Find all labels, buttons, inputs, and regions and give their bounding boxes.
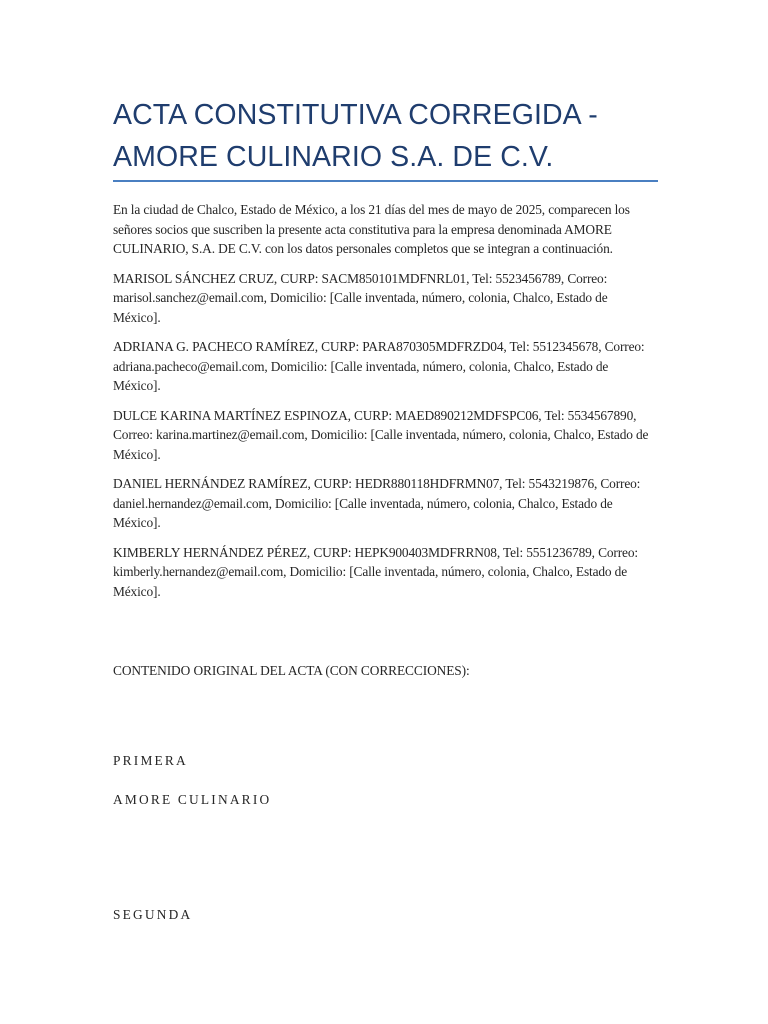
document-title	[113, 94, 658, 178]
title-line-2: AMORE CULINARIO S.A. DE C.V.	[113, 141, 554, 173]
partner-paragraph-kimberly: KIMBERLY HERNÁNDEZ PÉREZ, CURP: HEPK900403MDFRRN08, Tel: 5551236789, Correo: kimberly.hernandez@email.com, Domicilio: [Calle inventada, número, colonia, Chalco, Estado de México].	[113, 544, 638, 599]
content-heading: CONTENIDO ORIGINAL DEL ACTA (CON CORRECCIONES):	[113, 663, 470, 678]
clause-first-text: AMORE CULINARIO	[113, 792, 272, 807]
partner-paragraph-dulce: DULCE KARINA MARTÍNEZ ESPINOZA, CURP: MAED890212MDFSPC06, Tel: 5534567890, Correo: karina.martinez@email.com, Domicilio: [Calle inventada, número, colonia, Chalco, Estado de México].	[113, 407, 649, 462]
partner-paragraph-marisol: MARISOL SÁNCHEZ CRUZ, CURP: SACM850101MDFNRL01, Tel: 5523456789, Correo: marisol.sanchez@email.com, Domicilio: [Calle inventada, número, colonia, Chalco, Estado de México].	[113, 270, 608, 325]
title-line-1: ACTA CONSTITUTIVA CORREGIDA -	[113, 99, 598, 131]
document-body	[113, 200, 658, 611]
intro-paragraph: En la ciudad de Chalco, Estado de México, a los 21 días del mes de mayo de 2025, comparecen los señores socios que suscriben la presente acta constitutiva para la empresa denominada AMORE CULINARIO, S.A. DE C.V. con los datos personales completos que se integran a continuación.	[113, 202, 630, 256]
partner-paragraph-daniel: DANIEL HERNÁNDEZ RAMÍREZ, CURP: HEDR880118HDFRMN07, Tel: 5543219876, Correo: daniel.hernandez@email.com, Domicilio: [Calle inventada, número, colonia, Chalco, Estado de México].	[113, 476, 641, 530]
title-underline	[113, 180, 658, 182]
partner-paragraph-adriana: ADRIANA G. PACHECO RAMÍREZ, CURP: PARA870305MDFRZD04, Tel: 5512345678, Correo: adriana.pacheco@email.com, Domicilio: [Calle inventada, número, colonia, Chalco, Estado de México].	[113, 339, 645, 393]
clause-second-heading: SEGUNDA	[113, 907, 193, 922]
clause-first-heading: PRIMERA	[113, 753, 188, 768]
